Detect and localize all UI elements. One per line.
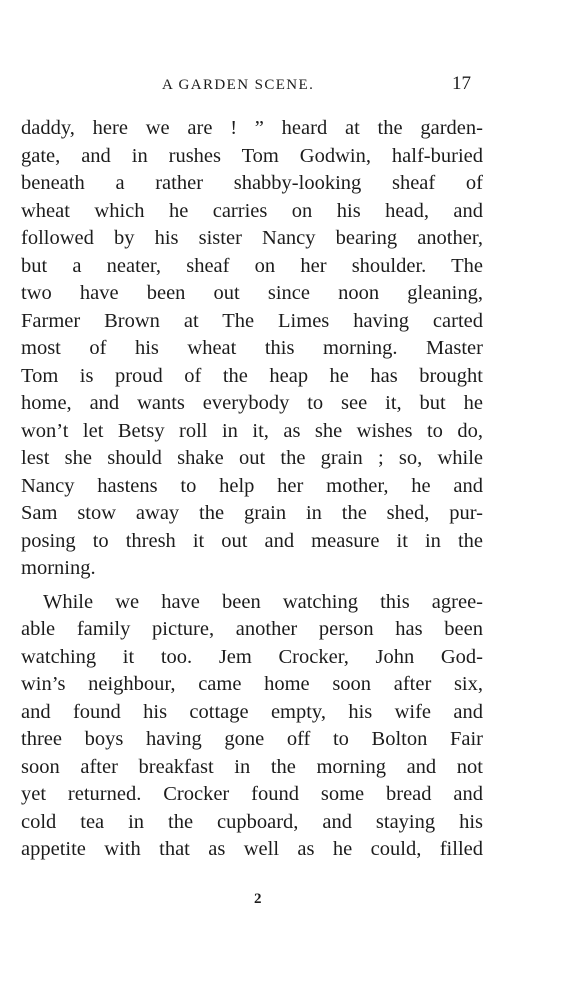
text-line: Nancy hastens to help her mother, he and <box>21 474 483 497</box>
text-line: followed by his sister Nancy bearing another, <box>21 227 483 249</box>
text-line: gate, and in rushes Tom Godwin, half-buried <box>21 144 483 167</box>
text-line: daddy, here we are ! ” heard at the garden- <box>21 117 483 139</box>
text-line: win’s neighbour, came home soon after six, <box>21 673 483 695</box>
running-title: A GARDEN SCENE. <box>162 77 315 93</box>
text-line: but a neater, sheaf on her shoulder. The <box>21 254 483 277</box>
text-line: lest she should shake out the grain ; so, while <box>21 447 483 469</box>
text-line: wheat which he carries on his head, and <box>21 199 483 222</box>
text-line: beneath a rather shabby-looking sheaf of <box>21 172 483 194</box>
text-line: able family picture, another person has been <box>21 618 483 640</box>
text-line: Tom is proud of the heap he has brought <box>21 364 483 387</box>
page-number: 17 <box>452 73 471 94</box>
text-line: While we have been watching this agree- <box>43 590 483 613</box>
text-line: yet returned. Crocker found some bread and <box>21 783 483 805</box>
body-text <box>21 115 483 864</box>
text-line: two have been out since noon gleaning, <box>21 282 483 304</box>
text-line: cold tea in the cupboard, and staying his <box>21 810 483 833</box>
text-line: Farmer Brown at The Limes having carted <box>21 309 483 332</box>
text-line: home, and wants everybody to see it, but he <box>21 392 483 414</box>
text-line: watching it too. Jem Crocker, John God- <box>21 645 483 668</box>
text-line: three boys having gone off to Bolton Fair <box>21 728 483 750</box>
text-line: morning. <box>21 557 96 579</box>
text-line: won’t let Betsy roll in it, as she wishes to do, <box>21 419 483 442</box>
running-head <box>0 73 572 97</box>
text-line: Sam stow away the grain in the shed, pur- <box>21 502 483 524</box>
text-line: appetite with that as well as he could, filled <box>21 838 483 860</box>
text-line: most of his wheat this morning. Master <box>21 337 483 359</box>
text-line: soon after breakfast in the morning and not <box>21 755 483 778</box>
signature-mark: 2 <box>254 891 262 907</box>
text-line: and found his cottage empty, his wife and <box>21 700 483 723</box>
text-line: posing to thresh it out and measure it in the <box>21 529 483 552</box>
